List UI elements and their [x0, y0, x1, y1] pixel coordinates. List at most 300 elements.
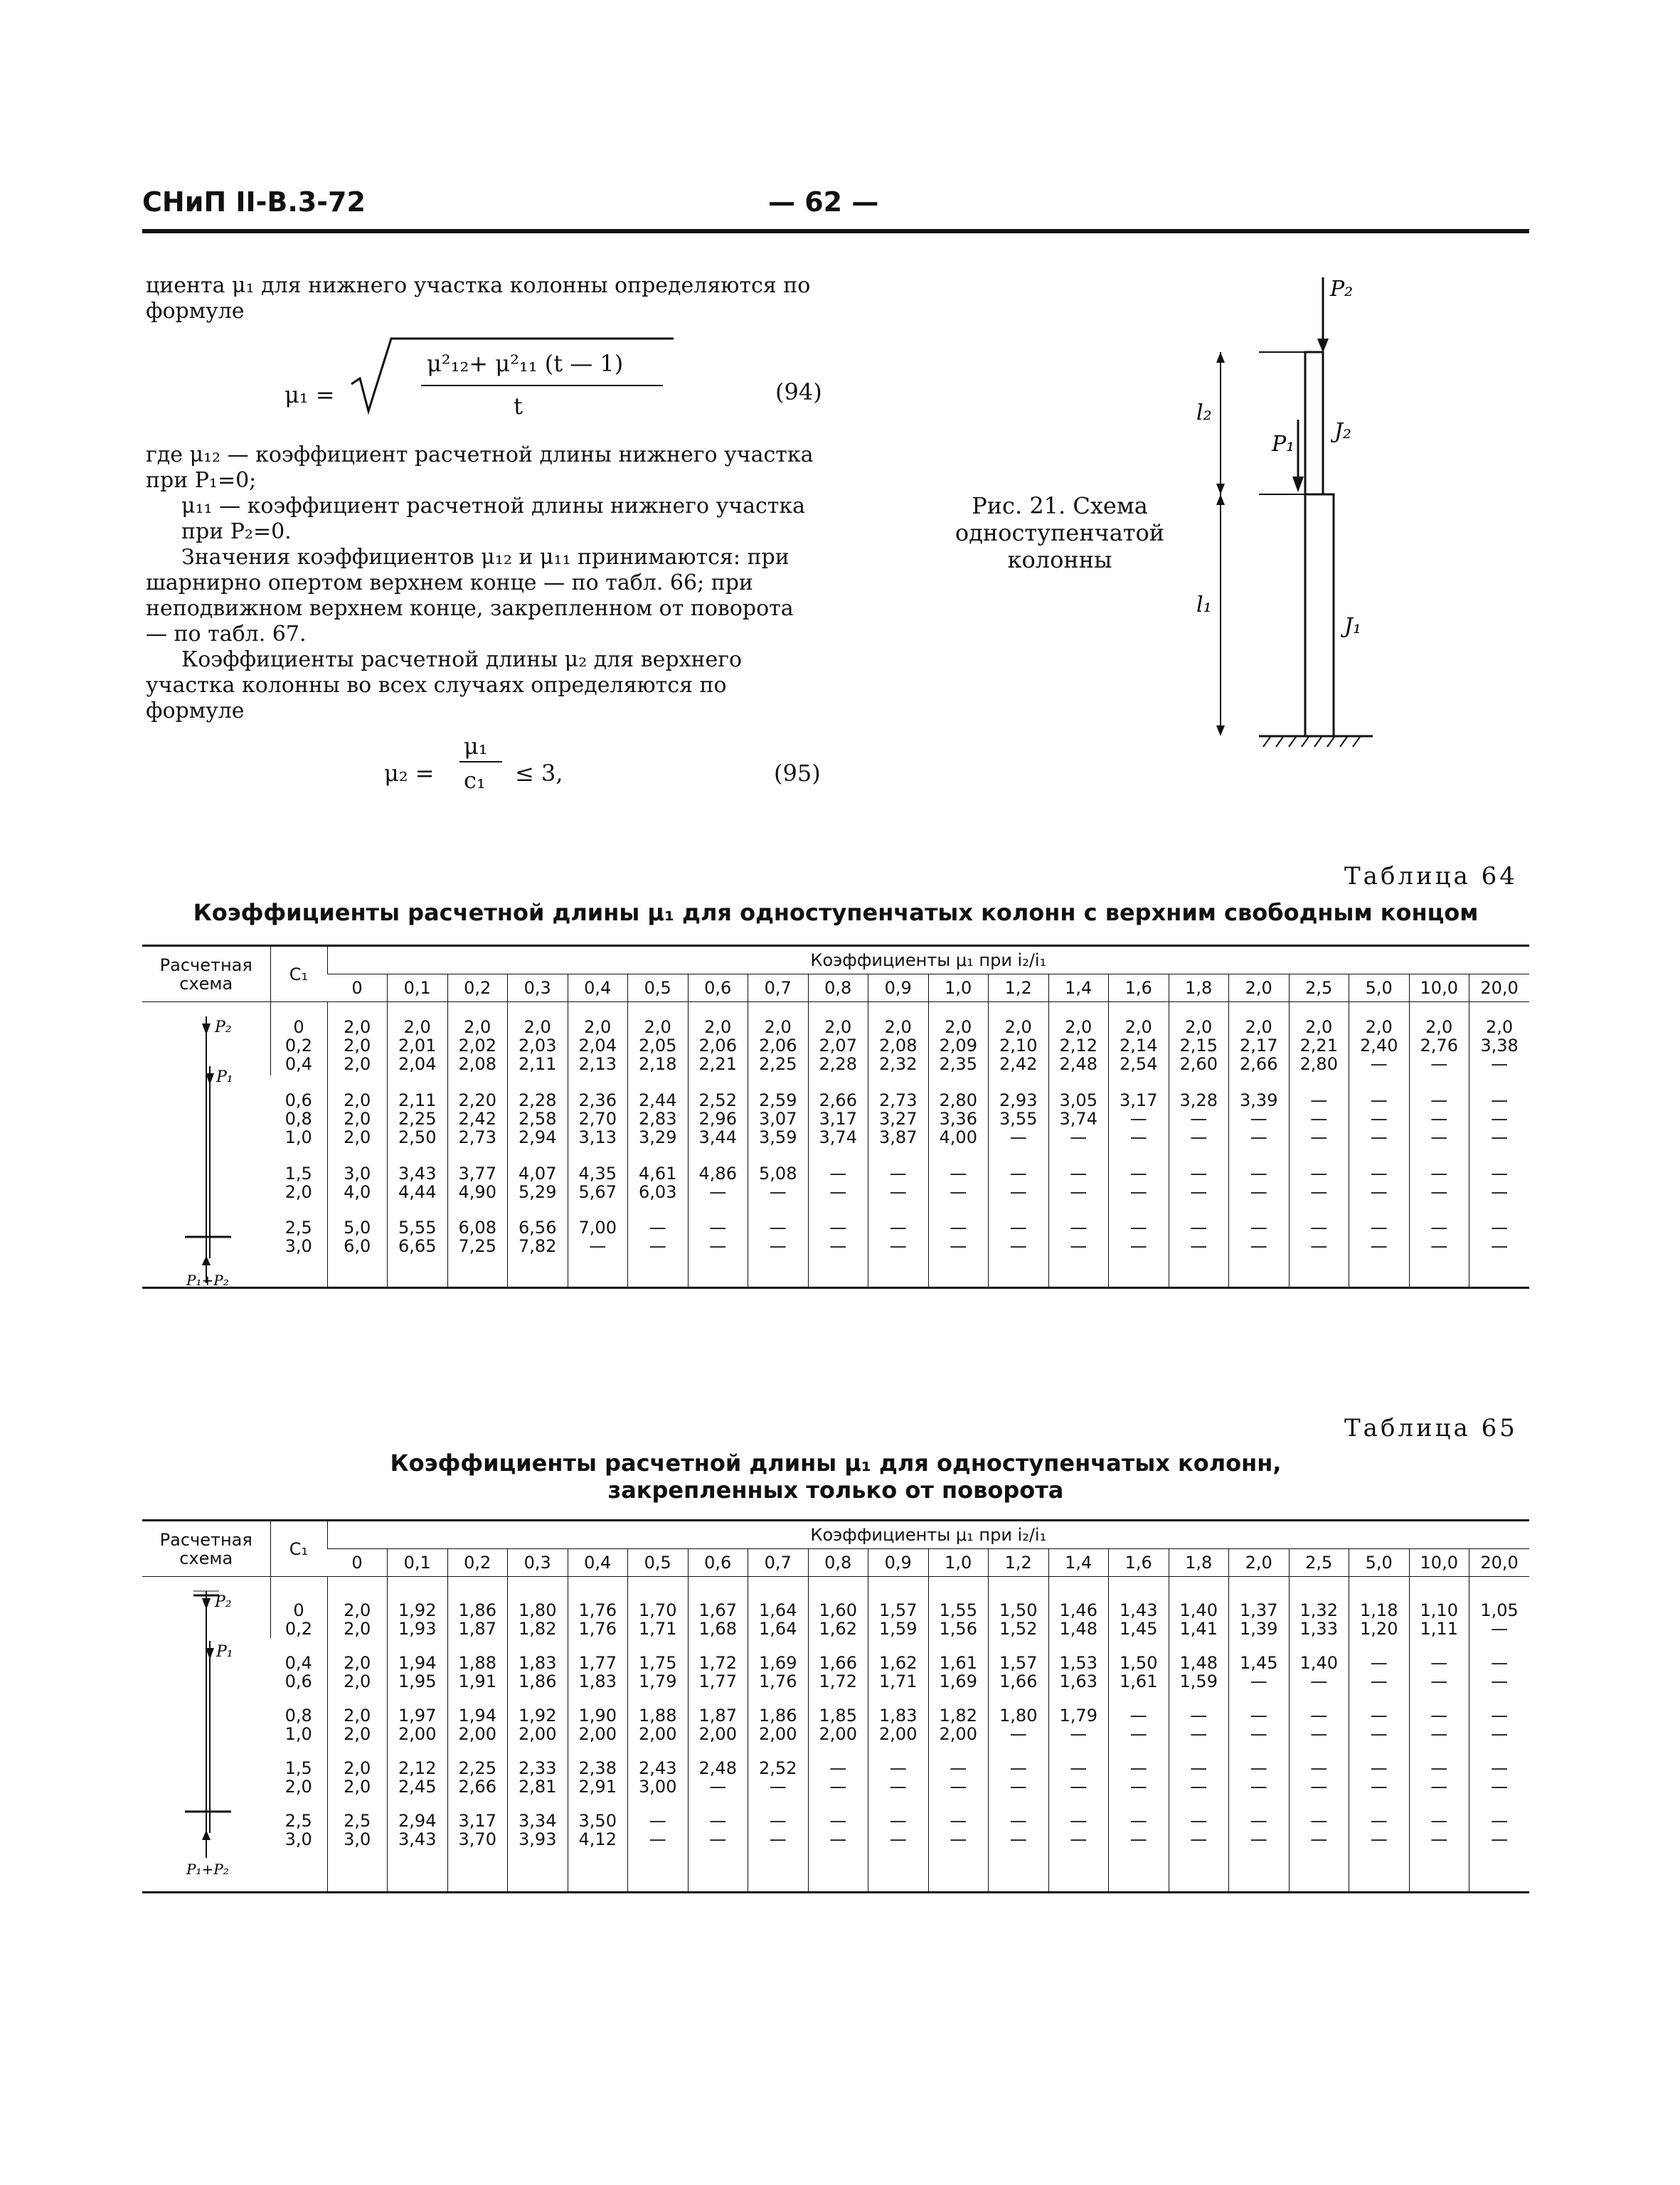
coef-value: — — [1310, 1811, 1328, 1831]
coef-value: 1,80 — [519, 1600, 557, 1620]
coef-value: 2,21 — [1299, 1036, 1338, 1056]
coef-cell — [1229, 1577, 1290, 1639]
coef-cell — [1349, 1075, 1410, 1149]
coef-cell — [1469, 1203, 1530, 1287]
coef-value: 2,96 — [698, 1109, 737, 1129]
header-ratio: 1,4 — [1048, 1549, 1109, 1577]
coef-value: — — [1491, 1758, 1509, 1778]
c1-value: 0,4 — [285, 1653, 312, 1673]
formula-95-denominator: c₁ — [464, 767, 486, 794]
coef-value: 1,80 — [999, 1706, 1038, 1726]
coef-value: — — [1370, 1671, 1388, 1691]
formula-94-numerator: μ²₁₂+ μ²₁₁ (t — 1) — [427, 350, 624, 377]
c1-value: 0,8 — [285, 1706, 312, 1726]
coef-cell — [388, 1638, 448, 1691]
coef-value: 2,0 — [344, 1017, 371, 1037]
header-ratio: 0 — [327, 1549, 388, 1577]
coef-value: — — [1370, 1777, 1388, 1797]
coef-cell — [1289, 1002, 1349, 1076]
coef-cell — [688, 1149, 748, 1203]
values-text: Значения коэффициентов μ₁₂ и μ₁₁ принимаются: при шарнирно опертом верхнем конце — по табл. 66; при неподвижном верхнем конце, закрепленном от поворота — по табл. 67. — [146, 545, 794, 647]
header-coefficients: Коэффициенты μ₁ при i₂/i₁ — [327, 1521, 1529, 1549]
c1-value: 1,5 — [285, 1164, 312, 1184]
coef-value: 2,25 — [759, 1054, 797, 1074]
coef-value: — — [1190, 1758, 1208, 1778]
coef-value: 2,44 — [639, 1090, 677, 1111]
coef-cell — [568, 1002, 628, 1076]
coef-value: — — [950, 1236, 967, 1257]
coef-cell — [1469, 1638, 1530, 1691]
coef-value: 1,82 — [519, 1619, 557, 1639]
table-row — [142, 1796, 1529, 1891]
coef-value: 2,0 — [344, 1127, 371, 1148]
c1-value: 3,0 — [285, 1236, 312, 1257]
coef-value: — — [1310, 1127, 1328, 1148]
coef-value: 1,83 — [519, 1653, 557, 1673]
coef-cell — [508, 1075, 568, 1149]
coef-value: — — [1310, 1829, 1328, 1849]
page-number: — 62 — — [768, 186, 879, 218]
c1-value: 0,6 — [285, 1090, 312, 1111]
coef-value: — — [1310, 1671, 1328, 1691]
coef-cell — [1229, 1002, 1290, 1076]
coef-cell — [1169, 1577, 1229, 1639]
coef-cell — [388, 1577, 448, 1639]
coef-cell — [327, 1577, 388, 1639]
coef-cell — [928, 1691, 989, 1743]
coef-value: — — [829, 1164, 847, 1184]
coef-value: 1,87 — [458, 1619, 496, 1639]
header-ratio: 10,0 — [1409, 1549, 1469, 1577]
coef-value: 2,00 — [458, 1724, 496, 1744]
coef-value: 1,92 — [398, 1600, 437, 1620]
coef-cell — [748, 1002, 809, 1076]
header-ratio: 20,0 — [1469, 1549, 1530, 1577]
coef-value: 1,86 — [458, 1600, 496, 1620]
coef-cell — [447, 1691, 508, 1743]
coef-cell — [1229, 1691, 1290, 1743]
coef-cell — [447, 1075, 508, 1149]
coef-cell — [1169, 1691, 1229, 1743]
coef-value: — — [1129, 1724, 1147, 1744]
coef-value: — — [950, 1811, 967, 1831]
coef-cell — [928, 1577, 989, 1639]
coef-value: 2,52 — [759, 1758, 797, 1778]
coef-value: 1,48 — [1179, 1653, 1218, 1673]
header-ratio: 1,0 — [928, 1549, 989, 1577]
header-ratio: 0,3 — [508, 1549, 568, 1577]
coef-value: — — [1430, 1109, 1448, 1129]
coef-cell — [989, 1203, 1049, 1287]
coef-cell — [1289, 1577, 1349, 1639]
header-ratio: 0,8 — [808, 974, 868, 1002]
label-l2: l₂ — [1196, 400, 1212, 425]
coef-cell — [1229, 1638, 1290, 1691]
coef-cell — [1109, 1002, 1169, 1076]
coef-cell — [1409, 1691, 1469, 1743]
coef-value: — — [1430, 1090, 1448, 1111]
coef-value: 1,59 — [879, 1619, 918, 1639]
coef-cell — [688, 1002, 748, 1076]
coef-value: 2,09 — [939, 1036, 977, 1056]
coef-cell — [327, 1638, 388, 1691]
coef-value: 2,48 — [698, 1758, 737, 1778]
coef-value: — — [769, 1218, 787, 1238]
coef-value: 2,66 — [819, 1090, 857, 1111]
coef-value: 1,50 — [999, 1600, 1038, 1620]
coef-value: — — [1430, 1724, 1448, 1744]
c1-value: 3,0 — [285, 1829, 312, 1849]
coef-value: 2,00 — [398, 1724, 437, 1744]
coef-cell — [748, 1149, 809, 1203]
coef-value: 2,11 — [519, 1054, 557, 1074]
coef-value: — — [1190, 1164, 1208, 1184]
table-row — [142, 1149, 1529, 1203]
coef-value: — — [1491, 1777, 1509, 1797]
coef-cell — [327, 1743, 388, 1796]
coef-cell — [928, 1638, 989, 1691]
coef-value: — — [709, 1218, 727, 1238]
coef-value: 2,32 — [879, 1054, 918, 1074]
coef-value: — — [1430, 1054, 1448, 1074]
scheme-p2: P₂ — [215, 1593, 232, 1611]
header-ratio: 0,1 — [388, 974, 448, 1002]
coef-value: — — [950, 1777, 967, 1797]
label-p1: P₁ — [1272, 432, 1295, 457]
coef-value: — — [1250, 1671, 1267, 1691]
coef-value: 4,90 — [458, 1182, 496, 1203]
c1-cell — [270, 1796, 327, 1891]
coef-value: 3,13 — [578, 1127, 617, 1148]
upper-segment — [1305, 352, 1323, 494]
coef-value: 5,08 — [759, 1164, 797, 1184]
coef-value: 1,90 — [578, 1706, 617, 1726]
coef-value: — — [1190, 1109, 1208, 1129]
coef-cell — [1349, 1743, 1410, 1796]
coef-value: — — [1009, 1218, 1027, 1238]
coef-cell — [1349, 1638, 1410, 1691]
coef-cell — [1169, 1075, 1229, 1149]
c1-value: 0,8 — [285, 1109, 312, 1129]
coef-value: — — [950, 1182, 967, 1203]
formula-95-rhs: ≤ 3, — [515, 760, 563, 787]
coef-value: 2,73 — [458, 1127, 496, 1148]
coef-value: 1,79 — [1059, 1706, 1097, 1726]
coef-value: 6,56 — [519, 1218, 557, 1238]
coef-cell — [1109, 1691, 1169, 1743]
coef-value: — — [1370, 1054, 1388, 1074]
coef-value: — — [1430, 1811, 1448, 1831]
coef-value: — — [1250, 1109, 1267, 1129]
coef-value: — — [889, 1236, 907, 1257]
coef-cell — [1229, 1149, 1290, 1203]
coef-cell — [989, 1743, 1049, 1796]
coef-value: 1,94 — [398, 1653, 437, 1673]
coef-cell — [1469, 1002, 1530, 1076]
coef-cell — [628, 1577, 689, 1639]
coef-value: 3,17 — [819, 1109, 857, 1129]
coef-cell — [447, 1002, 508, 1076]
c1-value: 2,5 — [285, 1218, 312, 1238]
coef-value: 2,80 — [1299, 1054, 1338, 1074]
coef-cell — [688, 1638, 748, 1691]
coef-value: 2,14 — [1120, 1036, 1158, 1056]
coef-value: 4,12 — [578, 1829, 617, 1849]
c1-value: 2,0 — [285, 1182, 312, 1203]
header-ratio: 0,7 — [748, 974, 809, 1002]
coef-cell — [1409, 1638, 1469, 1691]
coef-value: — — [1310, 1218, 1328, 1238]
header-rule — [142, 229, 1529, 233]
coef-value: 1,61 — [1120, 1671, 1158, 1691]
header-ratio: 2,5 — [1289, 974, 1349, 1002]
coef-value: 4,44 — [398, 1182, 437, 1203]
coef-value: — — [1129, 1758, 1147, 1778]
c1-cell — [270, 1002, 327, 1076]
coef-cell — [748, 1691, 809, 1743]
coef-value: — — [829, 1758, 847, 1778]
coef-value: 2,0 — [644, 1017, 671, 1037]
coef-value: 1,20 — [1360, 1619, 1398, 1639]
coef-cell — [568, 1691, 628, 1743]
coef-value: — — [950, 1758, 967, 1778]
coef-value: — — [1310, 1182, 1328, 1203]
coef-cell — [748, 1638, 809, 1691]
coef-value: 2,0 — [344, 1671, 371, 1691]
coef-value: — — [1491, 1619, 1509, 1639]
table-row — [142, 1743, 1529, 1796]
lower-segment — [1305, 494, 1334, 736]
label-p2: P₂ — [1330, 277, 1354, 302]
coef-value: 1,50 — [1120, 1653, 1158, 1673]
coef-cell — [508, 1203, 568, 1287]
coef-value: — — [1129, 1777, 1147, 1797]
coef-value: 1,87 — [698, 1706, 737, 1726]
coef-value: 2,13 — [578, 1054, 617, 1074]
coef-value: — — [1250, 1164, 1267, 1184]
coef-value: 2,0 — [824, 1017, 852, 1037]
coef-value: — — [1070, 1164, 1088, 1184]
coef-value: — — [1009, 1758, 1027, 1778]
coef-value: 1,77 — [578, 1653, 617, 1673]
coef-cell — [508, 1796, 568, 1891]
header-ratio: 0,7 — [748, 1549, 809, 1577]
coef-value: — — [1491, 1653, 1509, 1673]
coef-value: 1,53 — [1059, 1653, 1097, 1673]
header-ratio: 0,9 — [868, 1549, 929, 1577]
coef-value: — — [1070, 1724, 1088, 1744]
coef-value: — — [1370, 1090, 1388, 1111]
coef-cell — [447, 1796, 508, 1891]
coef-value: — — [1370, 1218, 1388, 1238]
table-row — [142, 1577, 1529, 1639]
coef-value: — — [1070, 1811, 1088, 1831]
coef-cell — [327, 1203, 388, 1287]
coef-cell — [1229, 1743, 1290, 1796]
coef-value: — — [649, 1236, 666, 1257]
coef-value: 2,06 — [698, 1036, 737, 1056]
coef-value: 1,63 — [1059, 1671, 1097, 1691]
coef-value: 3,29 — [639, 1127, 677, 1148]
coef-value: — — [1190, 1182, 1208, 1203]
c1-cell — [270, 1203, 327, 1287]
c1-value: 2,5 — [285, 1811, 312, 1831]
coef-value: 1,32 — [1299, 1600, 1338, 1620]
coef-cell — [327, 1149, 388, 1203]
coef-value: 1,62 — [819, 1619, 857, 1639]
coef-cell — [1409, 1149, 1469, 1203]
coef-cell — [989, 1577, 1049, 1639]
c1-cell — [270, 1149, 327, 1203]
coef-value: — — [1430, 1218, 1448, 1238]
coef-value: 3,77 — [458, 1164, 496, 1184]
coef-value: — — [1129, 1109, 1147, 1129]
coef-value: 1,94 — [458, 1706, 496, 1726]
coef-value: — — [1129, 1706, 1147, 1726]
coef-value: 2,0 — [584, 1017, 612, 1037]
coef-cell — [928, 1743, 989, 1796]
coef-value: 2,02 — [458, 1036, 496, 1056]
coef-cell — [1349, 1149, 1410, 1203]
coef-cell — [748, 1577, 809, 1639]
coef-value: 2,00 — [759, 1724, 797, 1744]
coef-cell — [508, 1638, 568, 1691]
formula-95-lhs: μ₂ = — [384, 760, 435, 787]
coef-value: — — [1009, 1164, 1027, 1184]
coef-cell — [1048, 1203, 1109, 1287]
coef-cell — [327, 1691, 388, 1743]
coef-cell — [388, 1743, 448, 1796]
coef-cell — [1109, 1638, 1169, 1691]
coef-cell — [508, 1691, 568, 1743]
coef-value: 2,43 — [639, 1758, 677, 1778]
coef-value: 1,83 — [879, 1706, 918, 1726]
coef-value: — — [1070, 1236, 1088, 1257]
coef-value: 3,44 — [698, 1127, 737, 1148]
coef-value: 2,04 — [398, 1054, 437, 1074]
coef-value: 1,92 — [519, 1706, 557, 1726]
header-ratio: 1,2 — [989, 974, 1049, 1002]
coef-value: — — [1250, 1127, 1267, 1148]
table-65-title-line1: Коэффициенты расчетной длины μ₁ для одноступенчатых колонн, — [390, 1450, 1282, 1477]
coef-cell — [628, 1149, 689, 1203]
coef-value: — — [1250, 1218, 1267, 1238]
coef-value: 1,76 — [759, 1671, 797, 1691]
coef-value: 2,66 — [458, 1777, 496, 1797]
coef-value: 2,08 — [458, 1054, 496, 1074]
c1-cell — [270, 1743, 327, 1796]
table-64-title: Коэффициенты расчетной длины μ₁ для одноступенчатых колонн с верхним свободным концом — [193, 899, 1479, 926]
coef-value: 2,0 — [884, 1017, 912, 1037]
coef-value: — — [1250, 1811, 1267, 1831]
coef-value: 2,81 — [519, 1777, 557, 1797]
coef-value: — — [1190, 1811, 1208, 1831]
coef-value: 2,70 — [578, 1109, 617, 1129]
coef-value: — — [1310, 1758, 1328, 1778]
coef-value: 2,0 — [945, 1017, 972, 1037]
coef-value: — — [1129, 1182, 1147, 1203]
coef-value: 2,5 — [344, 1811, 371, 1831]
coef-value: — — [1491, 1182, 1509, 1203]
coef-value: 6,08 — [458, 1218, 496, 1238]
coef-value: 3,00 — [639, 1777, 677, 1797]
coef-value: 1,76 — [578, 1600, 617, 1620]
coef-cell — [628, 1203, 689, 1287]
coef-value: 2,0 — [1004, 1017, 1032, 1037]
coef-cell — [508, 1149, 568, 1203]
coef-cell — [568, 1796, 628, 1891]
coef-value: — — [1491, 1671, 1509, 1691]
coef-value: — — [889, 1182, 907, 1203]
coef-value: 1,64 — [759, 1619, 797, 1639]
header-ratio: 1,8 — [1169, 1549, 1229, 1577]
coef-value: 2,0 — [764, 1017, 792, 1037]
coef-value: 2,91 — [578, 1777, 617, 1797]
coef-value: — — [1070, 1777, 1088, 1797]
scheme-p1: P₁ — [216, 1643, 233, 1661]
coef-cell — [808, 1743, 868, 1796]
coef-cell — [1048, 1743, 1109, 1796]
coef-value: — — [1310, 1090, 1328, 1111]
coef-value: 2,52 — [698, 1090, 737, 1111]
coef-value: — — [1250, 1758, 1267, 1778]
header-ratio: 0,5 — [628, 974, 689, 1002]
column-diagram — [1195, 270, 1408, 768]
coef-value: — — [1129, 1127, 1147, 1148]
coef-value: — — [1310, 1236, 1328, 1257]
coef-value: — — [1129, 1811, 1147, 1831]
coef-value: 1,52 — [999, 1619, 1038, 1639]
coef-value: — — [950, 1218, 967, 1238]
coef-value: 4,61 — [639, 1164, 677, 1184]
header-scheme: Расчетная схема — [142, 1521, 270, 1577]
coef-value: — — [1009, 1724, 1027, 1744]
header-ratio: 2,0 — [1229, 974, 1290, 1002]
scheme-sum: P₁+P₂ — [186, 1272, 229, 1287]
coef-value: — — [1430, 1127, 1448, 1148]
coef-value: 3,43 — [398, 1829, 437, 1849]
coef-cell — [1469, 1577, 1530, 1639]
coef-cell — [868, 1075, 929, 1149]
coef-value: 3,55 — [999, 1109, 1038, 1129]
c1-value: 0,2 — [285, 1619, 313, 1639]
coef-value: — — [1430, 1236, 1448, 1257]
coef-value: 2,0 — [704, 1017, 732, 1037]
coef-cell — [447, 1203, 508, 1287]
coef-value: 2,00 — [639, 1724, 677, 1744]
coef-value: 7,82 — [519, 1236, 557, 1257]
coef-value: 2,10 — [999, 1036, 1038, 1056]
coef-value: — — [829, 1777, 847, 1797]
coef-cell — [1409, 1577, 1469, 1639]
coef-cell — [808, 1075, 868, 1149]
coef-value: — — [1430, 1671, 1448, 1691]
coef-cell — [1409, 1796, 1469, 1891]
coef-value: 2,0 — [344, 1758, 371, 1778]
coef-value: 5,55 — [398, 1218, 437, 1238]
coef-value: — — [1310, 1724, 1328, 1744]
coef-value: 1,40 — [1179, 1600, 1218, 1620]
coef-value: 2,0 — [344, 1619, 371, 1639]
coef-value: — — [589, 1236, 607, 1257]
coef-value: — — [1370, 1811, 1388, 1831]
coef-value: — — [1009, 1811, 1027, 1831]
coef-value: 2,93 — [999, 1090, 1038, 1111]
coef-value: — — [829, 1829, 847, 1849]
coef-value: — — [1190, 1218, 1208, 1238]
coef-cell — [568, 1075, 628, 1149]
coef-value: 1,33 — [1299, 1619, 1338, 1639]
